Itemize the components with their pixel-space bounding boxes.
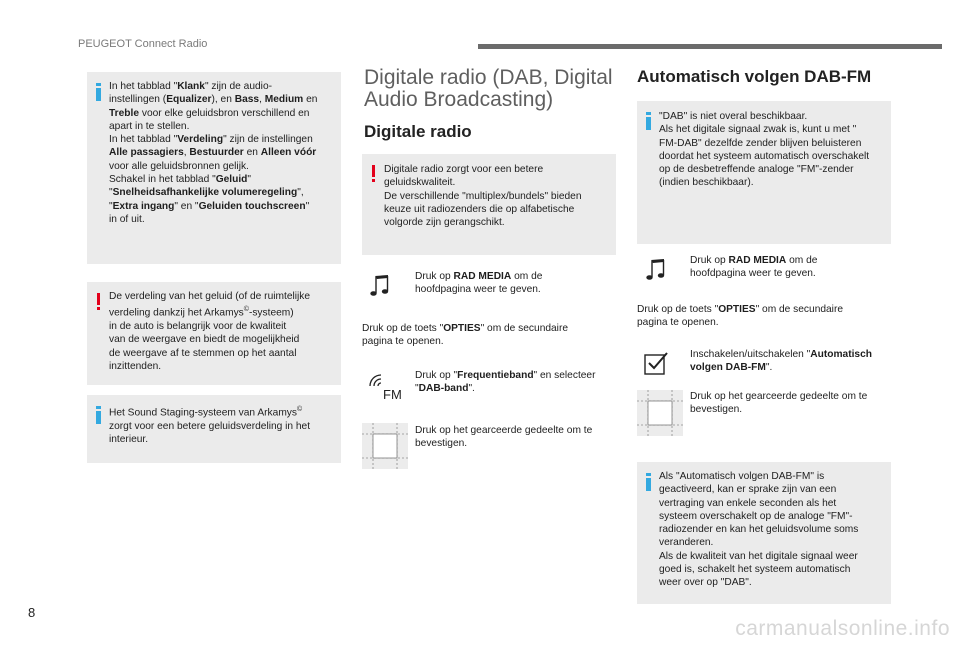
text-options-middle: Druk op de toets "OPTIES" om de secundaire pagina te openen. (362, 323, 569, 348)
step-frequency-band: Druk op "Frequentieband" en selecteer "DAB-band". (415, 370, 596, 395)
info-text-sound-settings: In het tabblad "Klank" zijn de audio- instellingen (Equalizer), en Bass, Medium en Treble voor elke geluidsbron verschillend en apart in te stellen. In het tabblad "Verdeling" zijn de instellingen Alle passagiers, Bestuurder en Alleen vóór voor alle geluidsbronnen gelijk. Schakel in het tabblad "Geluid" "Snelheidsafhankelijke volumeregeling", "Extra ingang" en "Geluiden touchscreen" in of uit. (109, 81, 318, 225)
step-rad-media-right: Druk op RAD MEDIA om de hoofdpagina weer te geven. (690, 255, 818, 280)
warning-marker-icon (96, 293, 101, 311)
shaded-area-icon (637, 390, 683, 436)
warning-text-digital-radio: Digitale radio zorgt voor een betere geluidskwaliteit. De verschillende "multiplex/bundels" bieden keuze uit radiozenders die op alfabetische volgorde zijn gerangschikt. (384, 164, 582, 229)
checkbox-icon (643, 350, 669, 376)
info-box-dab-availability (637, 101, 891, 244)
watermark: carmanualsonline.info (735, 617, 950, 640)
warning-marker-icon (371, 165, 376, 183)
info-marker-icon (646, 112, 651, 130)
section-title-dab-fm: Automatisch volgen DAB-FM (637, 67, 872, 86)
step-confirm-middle: Druk op het gearceerde gedeelte om te bevestigen. (415, 425, 593, 450)
info-marker-icon (646, 473, 651, 491)
header-bar (478, 44, 942, 49)
info-box-sound-settings (87, 72, 341, 264)
music-note-icon (643, 258, 669, 282)
step-confirm-right: Druk op het gearceerde gedeelte om te bevestigen. (690, 391, 868, 416)
warning-box-sound-distribution (87, 282, 341, 385)
info-marker-icon (96, 83, 101, 101)
info-text-sound-staging: Het Sound Staging-systeem van Arkamys© zorgt voor een betere geluidsverdeling in het interieur. (109, 406, 311, 445)
music-note-icon (367, 274, 393, 298)
subtitle-digital-radio: Digitale radio (364, 122, 472, 141)
info-box-sound-staging (87, 395, 341, 463)
header-title: PEUGEOT Connect Radio (78, 38, 208, 50)
text-options-right: Druk op de toets "OPTIES" om de secundaire pagina te openen. (637, 304, 844, 329)
section-title-dab: Digitale radio (DAB, Digital Audio Broadcasting) (364, 66, 613, 111)
shaded-area-icon (362, 423, 408, 469)
info-text-dab-availability: "DAB" is niet overal beschikbaar. Als het digitale signaal zwak is, kunt u met " FM-DAB" dezelfde zender blijven beluisteren doordat het systeem automatisch overschakelt op de desbetreffende analoge "FM"-zender (indien beschikbaar). (659, 111, 870, 189)
step-toggle-auto-follow: Inschakelen/uitschakelen "Automatisch volgen DAB-FM". (690, 349, 872, 374)
page-number: 8 (28, 605, 36, 620)
warning-text-sound-distribution: De verdeling van het geluid (of de ruimtelijke verdeling dankzij het Arkamys©-systeem) in de auto is belangrijk voor de kwaliteit van de weergave en biedt de mogelijkheid de weergave af te stemmen op het aantal inzittenden. (109, 291, 311, 372)
info-box-auto-follow-delay (637, 462, 891, 604)
step-rad-media-middle: Druk op RAD MEDIA om de hoofdpagina weer te geven. (415, 271, 543, 296)
info-text-auto-follow-delay: Als "Automatisch volgen DAB-FM" is geactiveerd, kan er sprake zijn van een vertraging van enkele seconden als het systeem overschakelt op de analoge "FM"- radiozender en kan het geluidsvolume soms veranderen. Als de kwaliteit van het digitale signaal weer goed is, schakelt het systeem automatisch weer over op "DAB". (659, 471, 859, 589)
info-marker-icon (96, 406, 101, 424)
fm-radio-icon (365, 368, 407, 402)
fm-icon-label: FM (383, 387, 402, 402)
warning-box-digital-radio (362, 154, 616, 255)
